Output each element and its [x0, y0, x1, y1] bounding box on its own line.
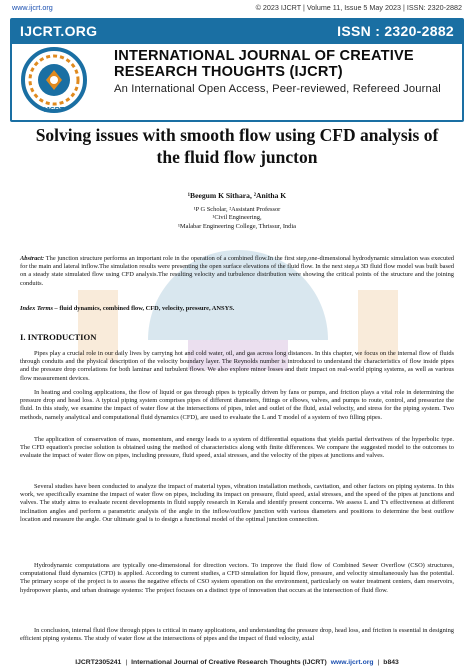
footer-website-link[interactable]: www.ijcrt.org [330, 659, 374, 666]
paper-title-line-2: the fluid flow juncton [156, 147, 318, 167]
logo-lettering: IJCRT [43, 107, 65, 114]
body-paragraph-6: In conclusion, internal fluid flow through pipes is critical in many applications, and understanding the pressure drop, head loss, and friction is essential in designing efficient piping systems. The study of water flow at the intersections of pipes and the impact of fluid velocity, axial [20, 627, 454, 643]
page-footer: IJCRT2305241 | International Journal of Creative Research Thoughts (IJCRT) www.ijcrt.org | b843 [75, 659, 399, 666]
affiliations [20, 206, 454, 231]
banner-body [12, 44, 462, 120]
header-website[interactable]: www.ijcrt.org [12, 2, 53, 12]
journal-title-line-2: RESEARCH THOUGHTS (IJCRT) [114, 64, 343, 80]
running-header [0, 0, 474, 14]
index-terms-label: Index Terms – [20, 305, 58, 312]
body-paragraph-1: Pipes play a crucial role in our daily lives by carrying hot and cold water, oil, and gas across long distances. In this chapter, we focus on the internal flow of fluids through conduits and the physical description of the velocity boundary layer. The Reynolds number is introduced to understand the characteristics of flow inside pipes and the pressure drop correlations for both laminar and turbulent flows. We also explore minor losses and their impact on real-world piping systems, as well as various flow measurement devices. [20, 350, 454, 382]
author-list: ¹Beegum K Sithara, ²Anitha K [187, 191, 287, 200]
footer-journal-name: International Journal of Creative Research Thoughts (IJCRT) [131, 659, 327, 666]
journal-logo-icon [20, 46, 88, 116]
abstract-text: The junction structure performs an important role in the operation of a combined flow.In the first step,one-dimensional hydrodynamic simulation was executed for the main and lateral inflow.The simulation results were presenting the open surface elevations of the fluid flow. In the next step,a 3D fluid flow model was built based on a steady state simulated flow using CFD analysis.The resulting velocity and turbulence distribution were showing the critical points of the structure and the joining conduits. [20, 255, 454, 287]
journal-title [114, 48, 458, 80]
issn-label: ISSN : 2320-2882 [337, 23, 454, 39]
header-volume-info: © 2023 IJCRT | Volume 11, Issue 5 May 2023 | ISSN: 2320-2882 [255, 2, 462, 12]
section-heading: I. INTRODUCTION [20, 332, 97, 342]
journal-title-line-1: INTERNATIONAL JOURNAL OF CREATIVE [114, 48, 414, 64]
affiliation-line-2: ¹Civil Engineering, [212, 214, 262, 222]
body-paragraph-4: Several studies have been conducted to analyze the impact of material types, vibration installation methods, cavitation, and other factors on piping systems. In this work, we specifically examine the impact of water flow on pipes, including its impact on pressure, fluid speed, axial stresses, and the speed of the pipes at junctions and valves. The study aims to evaluate recent developments in fluid supply research in Kerala and identify present concerns. We assess L and T's effectiveness at different inclination angles and perform a parametric analysis of the angle in the inflow/outflow junction with various diameters and positions to determine the best outflow location and measure the angle. Our ultimate goal is to design a functional model of the optimal junction connection. [20, 483, 454, 523]
body-paragraph-5: Hydrodynamic computations are typically one-dimensional for direction vectors. To improve the fluid flow of Combined Sewer Overflow (CSO) structures, computational fluid dynamics (CFD) is applied. According to current studies, a CFD simulation for liquid flow, pressure, and velocity simultaneously has the potential. The primary scope of the project is to assess the negative effects of CSO system operation on the environment, particularly on water treatment centers, dam reservoirs, hydropower plants, and urban drainage systems: The project focuses on a distinct type of innovation that occurs at the intersection of fluid flow. [20, 562, 454, 594]
footer-paper-id: IJCRT2305241 [75, 659, 122, 666]
banner-top-strip [10, 18, 464, 44]
affiliation-line-3: ¹Malabar Engineering College, Thrissur, India [178, 222, 296, 230]
index-terms [20, 305, 454, 312]
body-paragraph-2: In heating and cooling applications, the flow of liquid or gas through pipes is typically driven by fans or pumps, and friction plays a vital role in determining the pressure drop and head loss. A typical piping system comprises pipes of different diameters, fittings or elbows, valves, and pumps to route, control, and pressurize the fluid. In this study, we examine the impact of water flow at the intersections of pipes, inlet and outlet of the fluid, axial velocity, and stress for the piping system. Two methods, namely analytical and computational fluid dynamics (CFD), are used to evaluate the L and T model of a system of two filling pipes. [20, 389, 454, 421]
paper-title-line-1: Solving issues with smooth flow using CFD analysis of [35, 125, 439, 145]
index-terms-text: fluid dynamics, combined flow, CFD, velocity, pressure, ANSYS. [57, 305, 235, 312]
brand-name: IJCRT.ORG [20, 23, 98, 39]
abstract-label: Abstract: [20, 255, 45, 262]
footer-page-number: b843 [383, 659, 399, 666]
affiliation-line-1: ¹P G Scholar, ²Assistant Professor [193, 206, 281, 213]
journal-tagline: An International Open Access, Peer-reviewed, Refereed Journal [114, 83, 441, 95]
abstract [20, 255, 454, 288]
body-paragraph-3: The application of conservation of mass, momentum, and energy leads to a system of differential equations that yields partial derivatives of the hyperbolic type. The CFD equation's precise solution is obtained using the method of characteristics along with finite differences. We compare the suggested model to the outcomes to evaluate the impact of water flow on pipes, including pressure, fluid speed, axial stresses, and the velocity of the pipes at junctions and valves. [20, 436, 454, 460]
paper-title [20, 124, 454, 168]
journal-banner [10, 18, 464, 122]
